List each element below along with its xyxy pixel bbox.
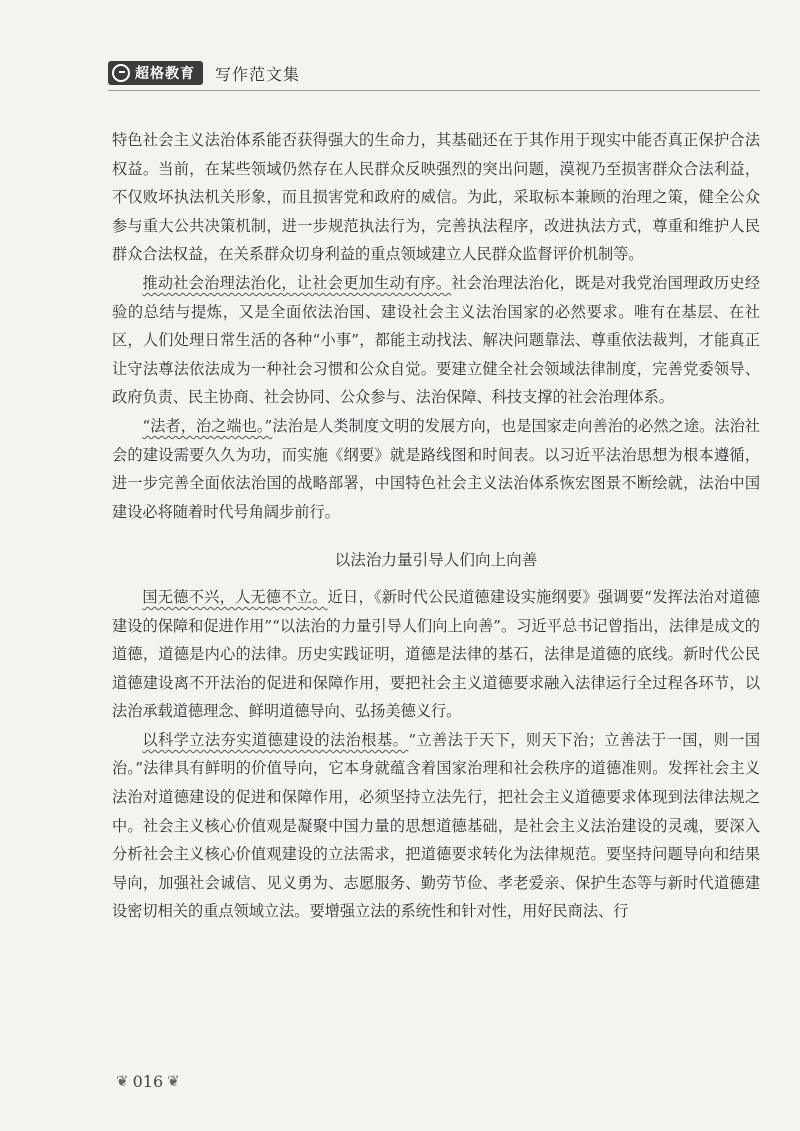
paragraph-2-highlight: 推动社会治理法治化，让社会更加生动有序。 — [142, 273, 452, 292]
logo-text: 超格教育 — [135, 66, 195, 82]
header-divider — [108, 90, 760, 91]
paragraph-5-text: “立善法于天下，则天下治；立善法于一国，则一国治。”法律具有鲜明的价值导向，它本身就蕴含着国家治理和社会秩序的道德准则。发挥社会主义法治对道德建设的促进和保障作用，必须坚持立法先行，把社会主义道德要求体现到法律法规之中。社会主义核心价值观是凝聚中国力量的思想道德基础，是社会主义法治建设的灵魂，要深入分析社会主义核心价值观建设的立法需求，把道德要求转化为法律规范。要坚持问题导向和结果导向，加强社会诚信、见义勇为、志愿服务、勤劳节俭、孝老爱亲、保护生态等与新时代道德建设密切相关的重点领域立法。要增强立法的系统性和针对性，用好民商法、行 — [112, 730, 761, 921]
page-number: 016 — [132, 1071, 164, 1091]
paragraph-4 — [112, 583, 760, 726]
left-flourish-icon: ❦ — [116, 1072, 129, 1090]
paragraph-4-text: 近日，《新时代公民道德建设实施纲要》强调要“发挥法治对道德建设的保障和促进作用”“以法治的力量引导人们向上向善”。习近平总书记曾指出，法律是成文的道德，道德是内心的法律。历史实践证明，道德是法律的基石，法律是道德的底线。新时代公民道德建设离不开法治的促进和保障作用，要把社会主义道德要求融入法律运行全过程各环节，以法治承载道德理念、鲜明道德导向、弘扬美德义行。 — [112, 587, 760, 721]
paragraph-1-text: 特色社会主义法治体系能否获得强大的生命力，其基础还在于其作用于现实中能否真正保护合法权益。当前，在某些领域仍然存在人民群众反映强烈的突出问题，漠视乃至损害群众合法利益，不仅败坏执法机关形象，而且损害党和政府的威信。为此，采取标本兼顾的治理之策，健全公众参与重大公共决策机制，进一步规范执法行为，完善执法程序，改进执法方式，尊重和维护人民群众合法权益，在关系群众切身利益的重点领域建立人民群众监督评价机制等。 — [112, 131, 760, 264]
paragraph-2 — [112, 269, 760, 412]
paragraph-3 — [112, 412, 760, 526]
paragraph-2-text: 社会治理法治化，既是对我党治国理政历史经验的总结与提炼，又是全面依法治国、建设社会主义法治国家的必然要求。唯有在基层、在社区，人们处理日常生活的各种“小事”，都能主动找法、解决问题靠法、尊重依法裁判，才能真正让守法尊法依法成为一种社会习惯和公众自觉。要建立健全社会领域法律制度，完善党委领导、政府负责、民主协商、社会协同、公众参与、法治保障、科技支撑的社会治理体系。 — [112, 273, 761, 407]
paragraph-3-highlight: “法者，治之端也。” — [142, 416, 273, 435]
page-header — [108, 60, 300, 86]
paragraph-5 — [112, 726, 760, 926]
page-body — [112, 126, 760, 926]
paragraph-1 — [112, 126, 760, 269]
publisher-logo — [108, 61, 203, 85]
right-flourish-icon: ❦ — [167, 1072, 180, 1090]
article-title: 以法治力量引导人们向上向善 — [334, 551, 538, 570]
paragraph-5-highlight: 以科学立法夯实道德建设的法治根基。 — [142, 730, 409, 749]
logo-g-icon — [112, 64, 130, 82]
page-number-area — [112, 1070, 184, 1092]
paragraph-3-text: 法治是人类制度文明的发展方向，也是国家走向善治的必然之途。法治社会的建设需要久久为功，而实施《纲要》就是路线图和时间表。以习近平法治思想为根本遵循，进一步完善全面依法治国的战略部署，中国特色社会主义法治体系恢宏图景不断绘就，法治中国建设必将随着时代号角阔步前行。 — [112, 416, 760, 521]
header-section-title: 写作范文集 — [215, 64, 301, 84]
paragraph-4-highlight: 国无德不兴，人无德不立。 — [142, 587, 328, 606]
